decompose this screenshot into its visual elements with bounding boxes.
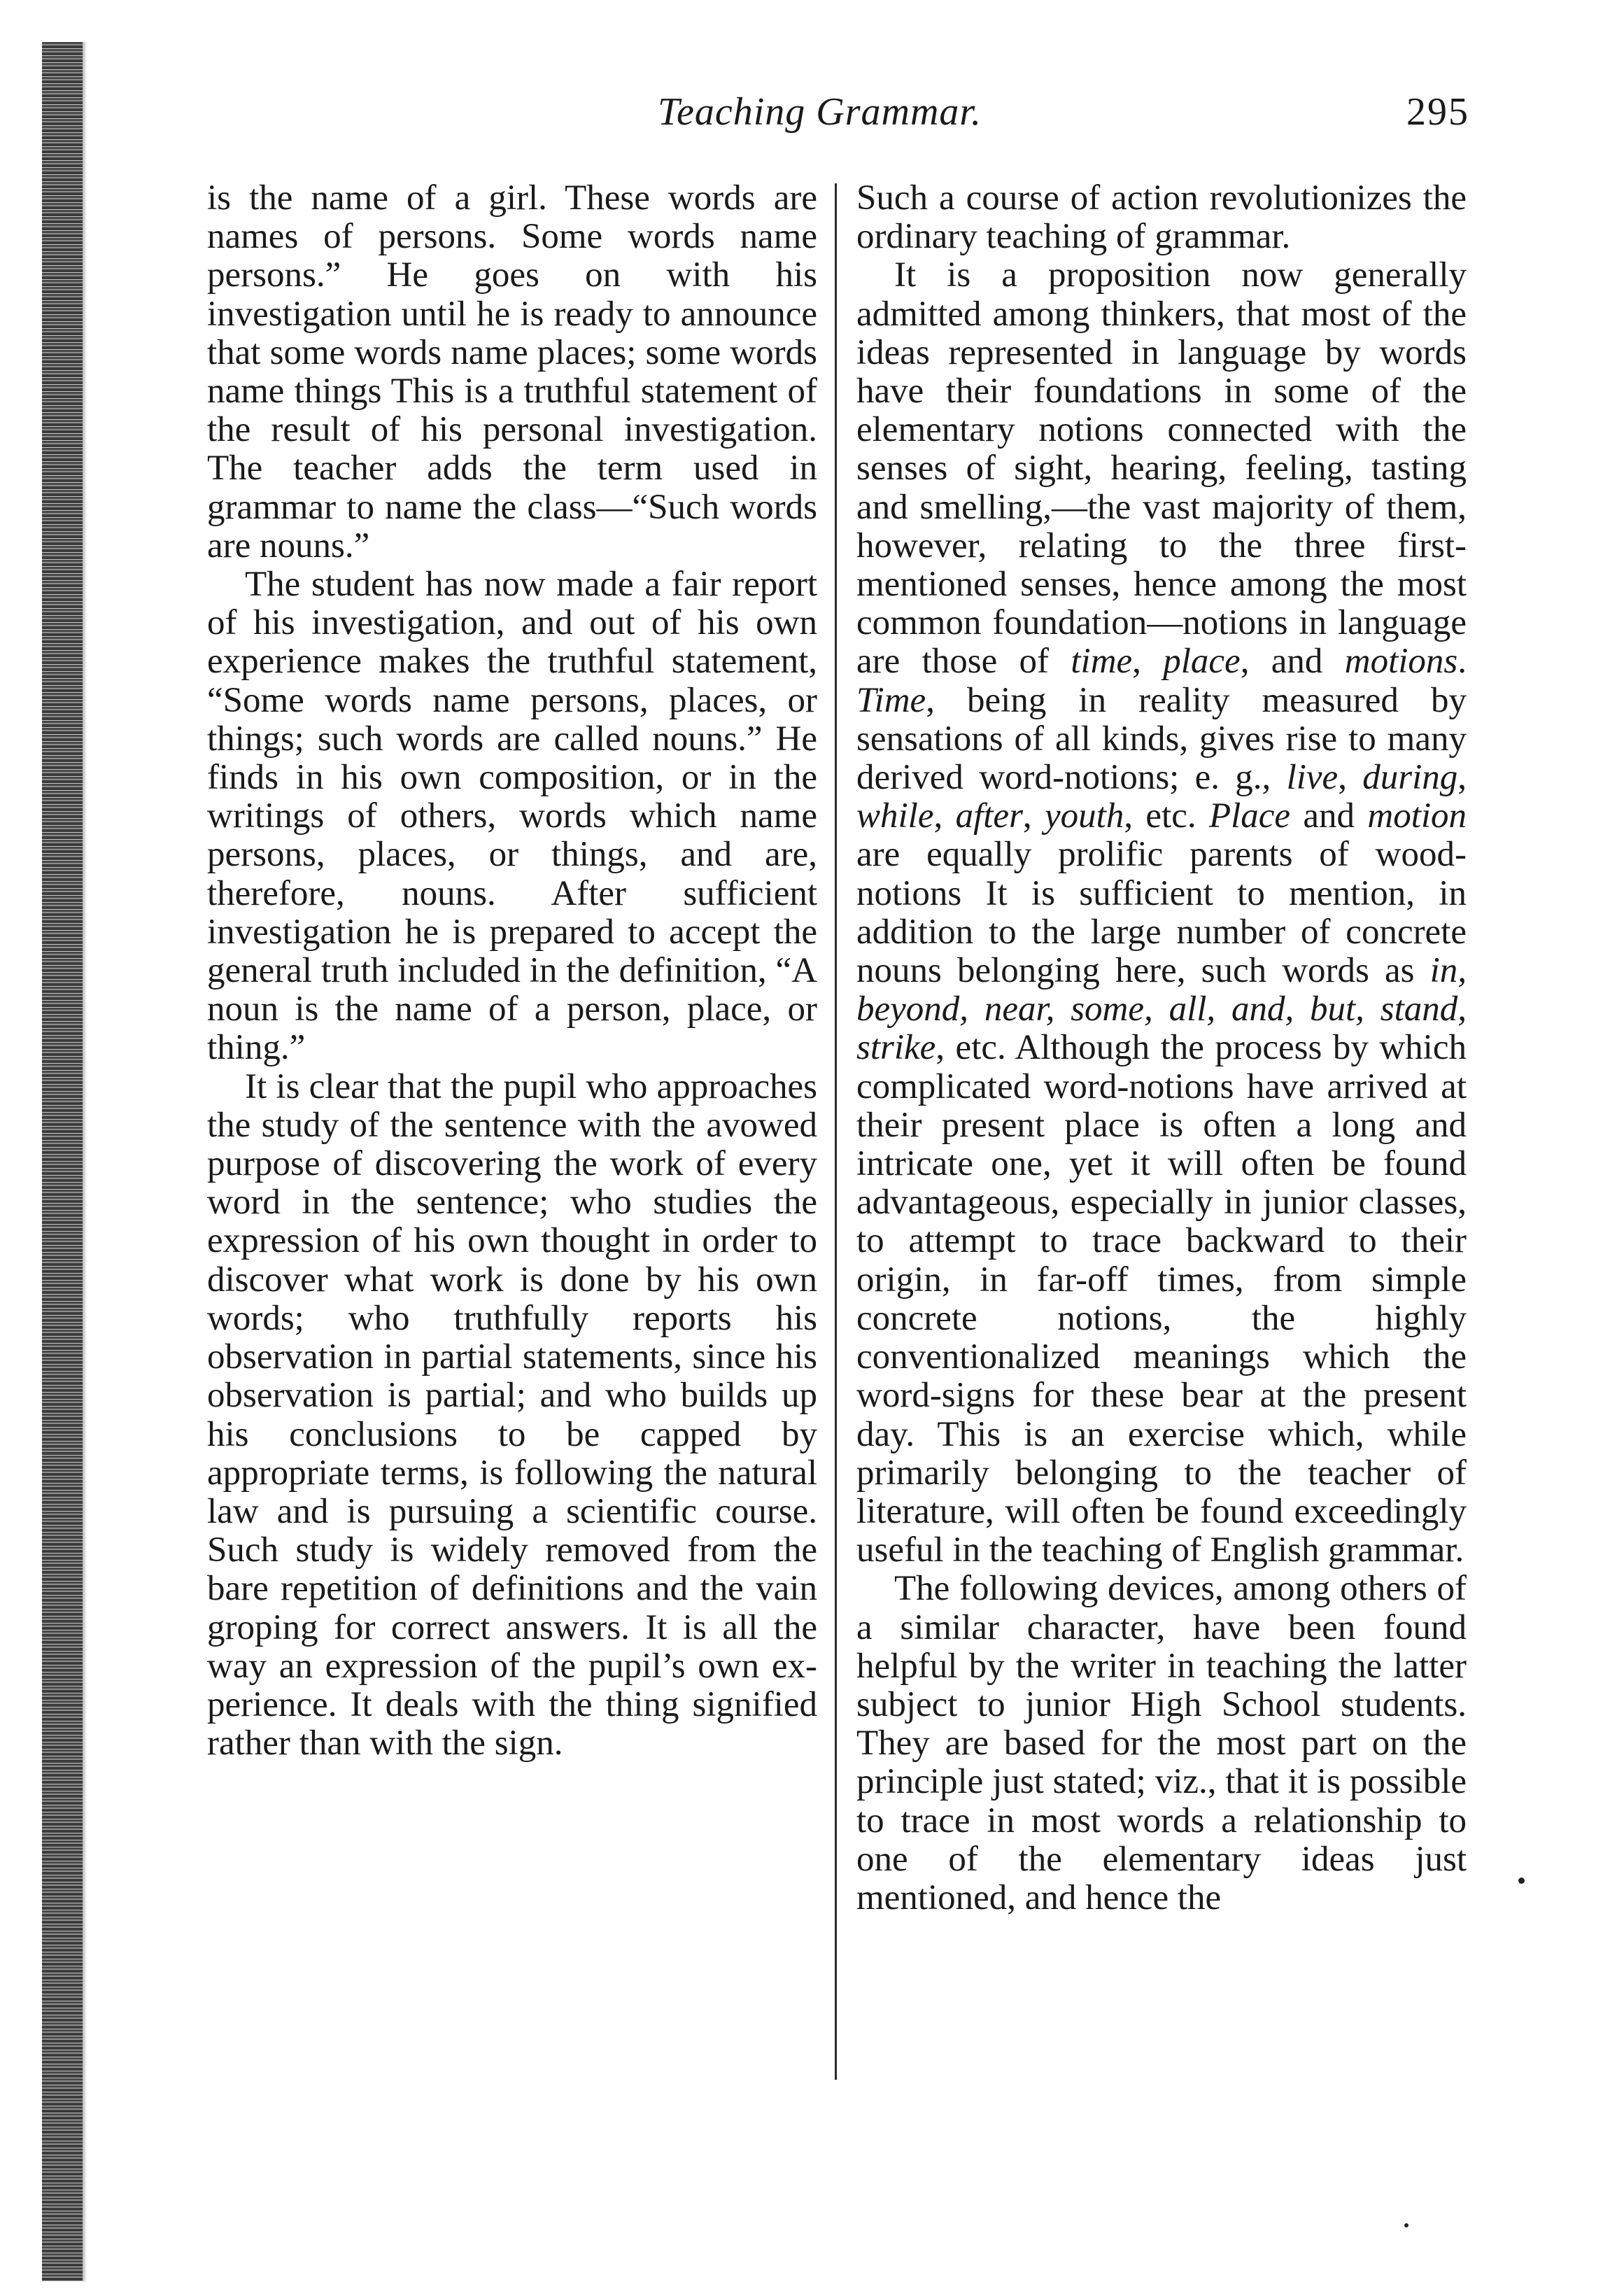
emphasis-time-2: Time: [856, 680, 926, 720]
left-column: [207, 179, 817, 1763]
text-run: , etc. Although the process by which complicated word-notions have arrived at their present place is often a long and intricate one, yet it will often be found advantageous, especially in junior classes, to attempt to trace backward to their origin, in far-off times, from simple concrete notions, the highly conventionalized meanings which the word-signs for these bear at the present day. This is an exercise which, while primarily belonging to the teacher of literature, will often be found exceedingly useful in the teaching of English grammar.: [856, 1028, 1467, 1570]
text-run: ,: [1338, 758, 1363, 798]
text-run: , being in reality measured by sensations of all kinds, gives rise to many derived word-notions; e. g.,: [856, 680, 1467, 798]
emphasis-live: live: [1286, 758, 1339, 798]
emphasis-time: time: [1071, 642, 1133, 682]
emphasis-youth: youth: [1045, 796, 1124, 836]
text-run: and: [1290, 796, 1368, 836]
page-number: 295: [1406, 90, 1469, 134]
emphasis-place: place: [1163, 642, 1241, 682]
emphasis-while: while: [856, 796, 934, 836]
right-paragraph-2: [856, 256, 1467, 1570]
left-paragraph-2: The student has now made a fair report of his investigation, and out of his own experience makes the truthful statement, “Some words name persons, places, or things; such words are called nouns.” He finds in his own composition, or in the writings of others, words which name persons, places, or things, and are, therefore, nouns. After sufficient investigation he is prepared to accept the general truth included in the definition, “A noun is the name of a person, place, or thing.”: [207, 565, 817, 1068]
emphasis-after: after: [955, 796, 1023, 836]
text-run: , and: [1240, 642, 1345, 682]
column-rule: [835, 183, 837, 2080]
print-speck: [1404, 2223, 1408, 2227]
print-speck: [1518, 1878, 1525, 1884]
emphasis-word-list: in, beyond, near, some, all, and, but, stand, strike: [856, 951, 1467, 1068]
text-run: .: [1457, 642, 1467, 682]
right-paragraph-3: The following devices, among others of a similar character, have been found helpful by the writer in teaching the latter subject to junior High School students. They are based for the most part on the principle just stated; viz., that it is possible to trace in most words a relationship to one of the elementary ideas just mentioned, and hence the: [856, 1569, 1467, 1917]
text-run: ,: [1132, 642, 1164, 682]
book-binding-edge: [42, 42, 83, 2281]
right-paragraph-1: Such a course of action revolutionizes the ordinary teaching of grammar.: [856, 178, 1467, 257]
text-run: are equally prolific parents of wood-notions It is sufficient to mention, in addition to the large number of concrete nouns belonging here, such words as: [856, 835, 1467, 991]
emphasis-motion: motion: [1367, 796, 1467, 836]
emphasis-during: during: [1362, 758, 1458, 798]
emphasis-motions: motions: [1344, 642, 1458, 682]
text-run: ,: [1457, 758, 1467, 798]
left-paragraph-3: It is clear that the pupil who approaches the study of the sentence with the avowed purpose of discovering the work of every word in the sentence; who studies the expression of his own thought in order to discover what work is done by his own words; who truthfully reports his observation in partial statements, since his observation is partial; and who builds up his conclusions to be capped by appropriate terms, is following the natural law and is pursuing a scientific course. Such study is widely removed from the bare repetition of definitions and the vain groping for correct answers. It is all the way an expression of the pupil’s own experience. It deals with the thing signified rather than with the sign.: [207, 1066, 817, 1763]
text-run: , etc.: [1124, 796, 1209, 836]
running-head: [203, 90, 1469, 146]
text-run: It is a proposition now generally admitted among thinkers, that most of the ideas represented in language by words have their foundations in some of the elementary notions connected with the senses of sight, hearing, feeling, tasting and smelling,—the vast majority of them, however, relating to the three first-mentioned senses, hence among the most common foundation—notions in language are those of: [856, 255, 1467, 682]
emphasis-place-2: Place: [1208, 796, 1291, 836]
text-run: ,: [933, 796, 956, 836]
text-run: ,: [1022, 796, 1045, 836]
right-column: [856, 179, 1467, 1917]
running-title: Teaching Grammar.: [658, 90, 982, 134]
left-paragraph-1: is the name of a girl. These words are names of persons. Some words name persons.” He goes on with his investigation until he is ready to announce that some words name places; some words name things This is a truthful statement of the result of his personal investigation. The teacher adds the term used in grammar to name the class—“Such words are nouns.”: [207, 178, 817, 565]
